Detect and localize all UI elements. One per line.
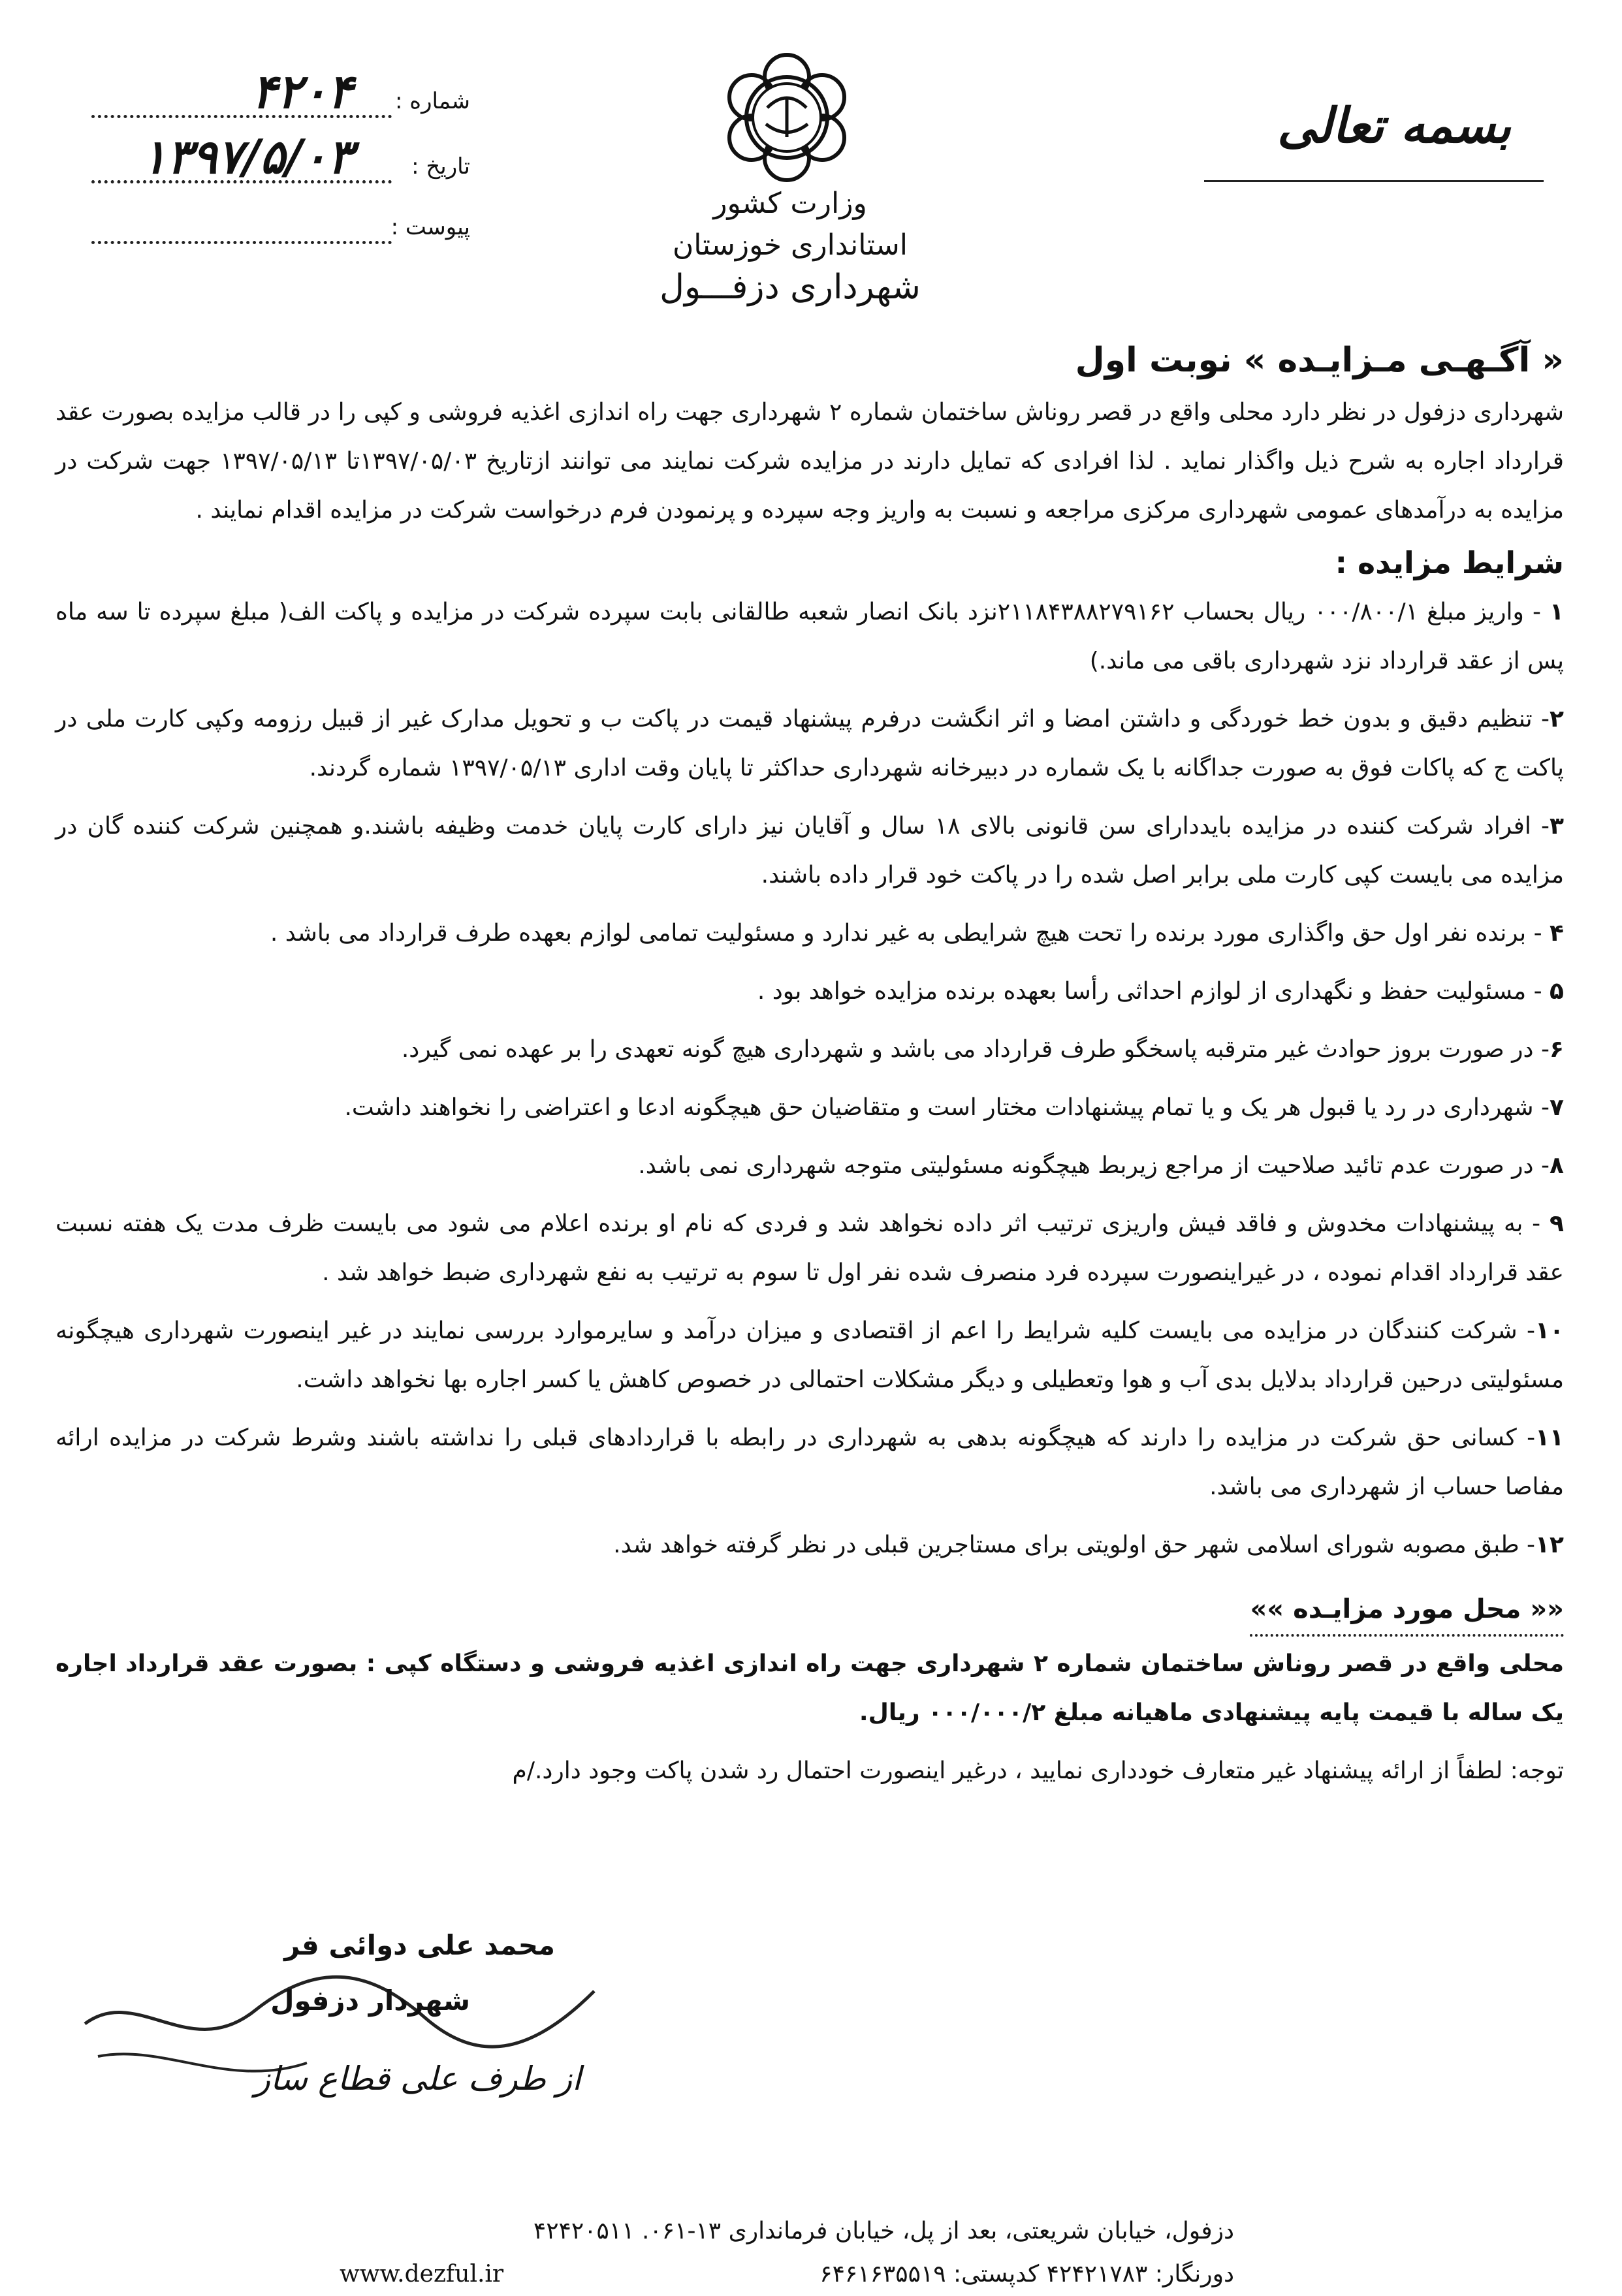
condition-item: ۱۰- شرکت کنندگان در مزایده می بایست کلیه شرایط را اعم از اقتصادی و میزان درآمد و سایرموارد بررسی نمایند در غیر اینصورت شهرداری هیچگونه مسئولیتی درحین قرارداد بدلایل بدی آب و هوا وتعطیلی و دیگر مشکلات احتمالی در خصوص کاهش یا کسر اجاره بها نخواهد داشت. xyxy=(56,1317,1565,1393)
condition-item: ۲- تنظیم دقیق و بدون خط خوردگی و داشتن امضا و اثر انگشت درفرم پیشنهاد قیمت در پاکت ب و تحویل مدارک غیر از قبیل رزومه وکپی کارت ملی در پاکت ج که پاکات فوق به صورت جداگانه با یک شماره در دبیرخانه شهرداری حداکثر تا پایان وقت اداری ۱۳۹۷/۰۵/۱۳ شماره گردند. xyxy=(56,706,1564,781)
note-text: توجه: لطفاً از ارائه پیشنهاد غیر متعارف خودداری نمایید ، درغیر اینصورت احتمال رد شدن پاکت وجود دارد./م xyxy=(512,1757,1564,1784)
signatory-name: محمد علی دوائی فر xyxy=(284,1929,555,1961)
municipality-line: شهرداری دزفـــول xyxy=(660,268,921,307)
conditions-title: شرایط مزایده : xyxy=(1335,545,1564,580)
bismillah-heading: بسمه تعالی xyxy=(1277,98,1511,154)
number-label: شماره : xyxy=(395,88,470,114)
header-divider xyxy=(1204,180,1544,182)
date-label: تاریخ : xyxy=(411,153,470,180)
attachment-label: پیوست : xyxy=(390,214,470,240)
footer xyxy=(340,2210,1234,2296)
letter-number-field xyxy=(72,63,470,127)
condition-item: ۸- در صورت عدم تائید صلاحیت از مراجع زیربط هیچگونه مسئولیتی متوجه شهرداری نمی باشد. xyxy=(638,1152,1564,1179)
signatory-title: شهردار دزفول xyxy=(270,1985,470,2017)
location-title: «« محل مورد مزایـده »» xyxy=(1250,1585,1564,1637)
condition-item: ۶- در صورت بروز حوادث غیر مترقبه پاسخگو طرف قرارداد می باشد و شهرداری هیچ گونه تعهدی را بر عهده نمی گیرد. xyxy=(401,1036,1564,1063)
announcement-title: « آگـهـی مـزایـده » نوبت اول xyxy=(1075,341,1564,380)
footer-fax-postal: دورنگار: ۴۲۴۲۱۷۸۳ کدپستی: ۶۴۶۱۶۳۵۵۱۹ xyxy=(819,2261,1234,2288)
number-value: ۴۲۰۴ xyxy=(251,63,353,119)
announcement-intro: شهرداری دزفول در نظر دارد محلی واقع در قصر روناش ساختمان شماره ۲ شهرداری جهت راه اندازی اغذیه فروشی و کپی را در قالب مزایده بصورت عقد قرارداد اجاره به شرح ذیل واگذار نماید . لذا افرادی که تمایل دارند در مزایده شرکت نمایند می توانند ازتاریخ ۱۳۹۷/۰۵/۰۳تا ۱۳۹۷/۰۵/۱۳ جهت شرکت در مزایده به درآمدهای عمومی شهرداری مرکزی مراجعه و نسبت به واریز وجه سپرده و پرنمودن فرم درخواست شرکت در مزایده اقدام نمایند . xyxy=(56,399,1564,524)
letter-date-field xyxy=(72,129,470,193)
footer-address: دزفول، خیابان شریعتی، بعد از پل، خیابان فرمانداری ۱۳-۰۶۱. ۴۲۴۲۰۵۱۱ xyxy=(533,2218,1234,2244)
municipality-logo xyxy=(715,46,859,189)
announcement-body xyxy=(56,336,1564,1795)
condition-item: ۹ - به پیشنهادات مخدوش و فاقد فیش واریزی ترتیب اثر داده نخواهد شد و فردی که نام او برنده اعلام می شود می بایست ظرف مدت یک هفته نسبت عقد قرارداد اقدام نموده ، در غیراینصورت سپرده فرد منصرف شده نفر اول تا سوم به ترتیب به نفع شهرداری ضبط خواهد شد . xyxy=(56,1210,1564,1286)
issuer-block xyxy=(620,183,960,308)
date-value: ۱۳۹۷/۵/۰۳ xyxy=(141,129,353,184)
ministry-line: وزارت کشور xyxy=(713,187,867,220)
condition-item: ۱۱- کسانی حق شرکت در مزایده را دارند که هیچگونه بدهی به شهرداری در رابطه با قراردادهای قبلی را نداشته باشند وشرط شرکت در مزایده ارائه مفاصا حساب از شهرداری می باشد. xyxy=(56,1424,1565,1500)
governorate-line: استانداری خوزستان xyxy=(672,228,908,262)
letter-attachment-field xyxy=(72,208,470,253)
condition-item: ۴ - برنده نفر اول حق واگذاری مورد برنده را تحت هیچ شرایطی به غیر ندارد و مسئولیت تمامی لوازم بعهده طرف قرارداد می باشد . xyxy=(270,920,1564,947)
condition-item: ۱ - واریز مبلغ ۰۰۰/۸۰۰/۱ ریال بحساب ۲۱۱۸۴۳۸۸۲۷۹۱۶۲نزد بانک انصار شعبه طالقانی بابت سپرده شرکت در مزایده و پاکت الف( مبلغ سپرده تا سه ماه پس از عقد قرارداد نزد شهرداری باقی می ماند.) xyxy=(56,599,1565,674)
condition-item: ۳- افراد شرکت کننده در مزایده بایددارای سن قانونی بالای ۱۸ سال و آقایان نیز دارای کارت پایان خدمت وظیفه باشند.و همچنین شرکت کننده گان در مزایده می بایست کپی کارت ملی برابر اصل شده را در پاکت خود قرار داده باشند. xyxy=(56,813,1564,889)
condition-item: ۱۲- طبق مصوبه شورای اسلامی شهر حق اولویتی برای مستاجرین قبلی در نظر گرفته خواهد شد. xyxy=(613,1532,1564,1558)
condition-item: ۷- شهرداری در رد یا قبول هر یک و یا تمام پیشنهادات مختار است و متقاضیان حق هیچگونه ادعا و اعتراضی را نخواهند داشت. xyxy=(344,1094,1564,1121)
condition-item: ۵ - مسئولیت حفظ و نگهداری از لوازم احداثی رأسا بعهده برنده مزایده خواهد بود . xyxy=(757,978,1564,1005)
handwritten-signature: از طرف علی قطاع ساز xyxy=(254,2060,581,2098)
location-description: محلی واقع در قصر روناش ساختمان شماره ۲ شهرداری جهت راه اندازی اغذیه فروشی و دستگاه کپی : بصورت عقد قرارداد اجاره یک ساله با قیمت پایه پیشنهادی ماهیانه مبلغ ۰۰۰/۰۰۰/۲ ریال. xyxy=(56,1650,1564,1726)
footer-website: www.dezful.ir xyxy=(340,2261,504,2288)
dotted-line xyxy=(91,241,392,244)
